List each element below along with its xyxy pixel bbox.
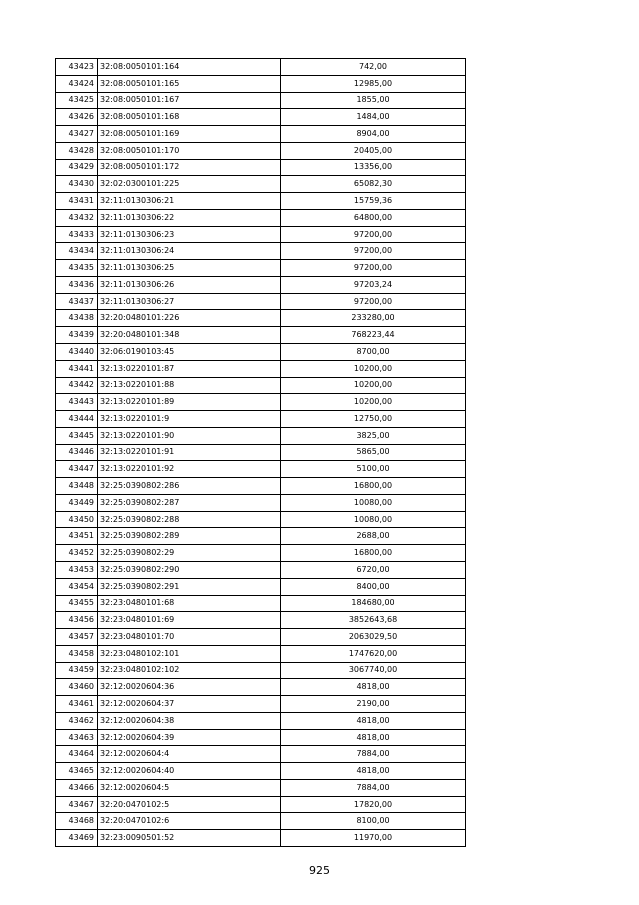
cadastral-number-cell: 32:11:0130306:25	[98, 260, 281, 277]
value-cell: 2688,00	[281, 528, 466, 545]
cadastral-number-cell: 32:11:0130306:22	[98, 209, 281, 226]
value-cell: 65082,30	[281, 176, 466, 193]
table-row	[56, 209, 466, 226]
cadastral-number-cell: 32:12:0020604:37	[98, 696, 281, 713]
table-row	[56, 327, 466, 344]
cadastral-number-cell: 32:12:0020604:38	[98, 712, 281, 729]
table-row	[56, 427, 466, 444]
cadastral-number-cell: 32:13:0220101:90	[98, 427, 281, 444]
table-body	[56, 59, 466, 847]
row-number-cell: 43465	[56, 763, 98, 780]
cadastral-number-cell: 32:11:0130306:24	[98, 243, 281, 260]
value-cell: 97200,00	[281, 293, 466, 310]
row-number-cell: 43438	[56, 310, 98, 327]
value-cell: 1855,00	[281, 92, 466, 109]
value-cell: 233280,00	[281, 310, 466, 327]
cadastral-number-cell: 32:25:0390802:29	[98, 545, 281, 562]
table-row	[56, 763, 466, 780]
value-cell: 16800,00	[281, 478, 466, 495]
row-number-cell: 43453	[56, 561, 98, 578]
row-number-cell: 43467	[56, 796, 98, 813]
row-number-cell: 43454	[56, 578, 98, 595]
cadastral-number-cell: 32:08:0050101:170	[98, 142, 281, 159]
row-number-cell: 43439	[56, 327, 98, 344]
table-row	[56, 746, 466, 763]
value-cell: 4818,00	[281, 729, 466, 746]
cadastral-number-cell: 32:08:0050101:172	[98, 159, 281, 176]
cadastral-number-cell: 32:20:0470102:6	[98, 813, 281, 830]
row-number-cell: 43427	[56, 126, 98, 143]
cadastral-number-cell: 32:25:0390802:287	[98, 494, 281, 511]
table-row	[56, 444, 466, 461]
value-cell: 10200,00	[281, 377, 466, 394]
table-row	[56, 276, 466, 293]
row-number-cell: 43464	[56, 746, 98, 763]
value-cell: 8400,00	[281, 578, 466, 595]
cadastral-number-cell: 32:25:0390802:289	[98, 528, 281, 545]
table-row	[56, 813, 466, 830]
table-row	[56, 92, 466, 109]
value-cell: 3852643,68	[281, 612, 466, 629]
table-row	[56, 344, 466, 361]
row-number-cell: 43447	[56, 461, 98, 478]
table-row	[56, 545, 466, 562]
row-number-cell: 43429	[56, 159, 98, 176]
cadastral-number-cell: 32:23:0480101:69	[98, 612, 281, 629]
value-cell: 97200,00	[281, 243, 466, 260]
row-number-cell: 43462	[56, 712, 98, 729]
table-row	[56, 830, 466, 847]
table-row	[56, 712, 466, 729]
row-number-cell: 43461	[56, 696, 98, 713]
row-number-cell: 43437	[56, 293, 98, 310]
row-number-cell: 43448	[56, 478, 98, 495]
value-cell: 20405,00	[281, 142, 466, 159]
row-number-cell: 43459	[56, 662, 98, 679]
value-cell: 4818,00	[281, 712, 466, 729]
value-cell: 7884,00	[281, 746, 466, 763]
table-row	[56, 679, 466, 696]
cadastral-number-cell: 32:08:0050101:164	[98, 59, 281, 76]
value-cell: 97200,00	[281, 260, 466, 277]
table-row	[56, 528, 466, 545]
value-cell: 2063029,50	[281, 629, 466, 646]
row-number-cell: 43443	[56, 394, 98, 411]
row-number-cell: 43450	[56, 511, 98, 528]
table-row	[56, 159, 466, 176]
row-number-cell: 43460	[56, 679, 98, 696]
table-row	[56, 293, 466, 310]
value-cell: 6720,00	[281, 561, 466, 578]
cadastral-number-cell: 32:08:0050101:169	[98, 126, 281, 143]
table-row	[56, 360, 466, 377]
value-cell: 12985,00	[281, 75, 466, 92]
row-number-cell: 43440	[56, 344, 98, 361]
value-cell: 11970,00	[281, 830, 466, 847]
table-row	[56, 561, 466, 578]
value-cell: 97203,24	[281, 276, 466, 293]
row-number-cell: 43431	[56, 193, 98, 210]
row-number-cell: 43452	[56, 545, 98, 562]
table-row	[56, 796, 466, 813]
row-number-cell: 43432	[56, 209, 98, 226]
table-row	[56, 578, 466, 595]
cadastral-number-cell: 32:11:0130306:26	[98, 276, 281, 293]
row-number-cell: 43446	[56, 444, 98, 461]
table-row	[56, 142, 466, 159]
value-cell: 1747620,00	[281, 645, 466, 662]
table-row	[56, 126, 466, 143]
table-row	[56, 478, 466, 495]
cadastral-number-cell: 32:08:0050101:167	[98, 92, 281, 109]
cadastral-number-cell: 32:12:0020604:4	[98, 746, 281, 763]
value-cell: 10080,00	[281, 494, 466, 511]
row-number-cell: 43449	[56, 494, 98, 511]
cadastral-number-cell: 32:23:0090501:52	[98, 830, 281, 847]
table-row	[56, 612, 466, 629]
value-cell: 64800,00	[281, 209, 466, 226]
cadastral-number-cell: 32:13:0220101:87	[98, 360, 281, 377]
cadastral-number-cell: 32:11:0130306:21	[98, 193, 281, 210]
value-cell: 15759,36	[281, 193, 466, 210]
cadastral-number-cell: 32:23:0480101:68	[98, 595, 281, 612]
row-number-cell: 43455	[56, 595, 98, 612]
row-number-cell: 43428	[56, 142, 98, 159]
table-row	[56, 394, 466, 411]
cadastral-number-cell: 32:11:0130306:23	[98, 226, 281, 243]
row-number-cell: 43434	[56, 243, 98, 260]
cadastral-number-cell: 32:02:0300101:225	[98, 176, 281, 193]
value-cell: 10200,00	[281, 394, 466, 411]
table-row	[56, 662, 466, 679]
row-number-cell: 43442	[56, 377, 98, 394]
row-number-cell: 43451	[56, 528, 98, 545]
value-cell: 17820,00	[281, 796, 466, 813]
value-cell: 5865,00	[281, 444, 466, 461]
value-cell: 8700,00	[281, 344, 466, 361]
value-cell: 13356,00	[281, 159, 466, 176]
table-row	[56, 193, 466, 210]
row-number-cell: 43466	[56, 779, 98, 796]
value-cell: 768223,44	[281, 327, 466, 344]
value-cell: 4818,00	[281, 679, 466, 696]
row-number-cell: 43426	[56, 109, 98, 126]
table-row	[56, 779, 466, 796]
row-number-cell: 43423	[56, 59, 98, 76]
value-cell: 2190,00	[281, 696, 466, 713]
value-cell: 3067740,00	[281, 662, 466, 679]
cadastral-number-cell: 32:08:0050101:168	[98, 109, 281, 126]
value-cell: 97200,00	[281, 226, 466, 243]
table-row	[56, 511, 466, 528]
row-number-cell: 43469	[56, 830, 98, 847]
table-row	[56, 310, 466, 327]
row-number-cell: 43435	[56, 260, 98, 277]
row-number-cell: 43468	[56, 813, 98, 830]
row-number-cell: 43456	[56, 612, 98, 629]
table-row	[56, 109, 466, 126]
cadastral-number-cell: 32:13:0220101:92	[98, 461, 281, 478]
cadastral-number-cell: 32:25:0390802:288	[98, 511, 281, 528]
cadastral-number-cell: 32:25:0390802:286	[98, 478, 281, 495]
cadastral-number-cell: 32:12:0020604:5	[98, 779, 281, 796]
row-number-cell: 43463	[56, 729, 98, 746]
value-cell: 10080,00	[281, 511, 466, 528]
row-number-cell: 43436	[56, 276, 98, 293]
row-number-cell: 43441	[56, 360, 98, 377]
cadastral-number-cell: 32:25:0390802:290	[98, 561, 281, 578]
cadastral-number-cell: 32:20:0470102:5	[98, 796, 281, 813]
row-number-cell: 43457	[56, 629, 98, 646]
cadastral-number-cell: 32:11:0130306:27	[98, 293, 281, 310]
cadastral-number-cell: 32:25:0390802:291	[98, 578, 281, 595]
cadastral-number-cell: 32:23:0480101:70	[98, 629, 281, 646]
table-row	[56, 243, 466, 260]
value-cell: 8100,00	[281, 813, 466, 830]
table-row	[56, 260, 466, 277]
row-number-cell: 43433	[56, 226, 98, 243]
table-row	[56, 729, 466, 746]
value-cell: 184680,00	[281, 595, 466, 612]
cadastral-number-cell: 32:13:0220101:89	[98, 394, 281, 411]
cadastral-number-cell: 32:13:0220101:91	[98, 444, 281, 461]
cadastral-number-cell: 32:06:0190103:45	[98, 344, 281, 361]
cadastral-number-cell: 32:12:0020604:39	[98, 729, 281, 746]
value-cell: 12750,00	[281, 411, 466, 428]
row-number-cell: 43445	[56, 427, 98, 444]
value-cell: 8904,00	[281, 126, 466, 143]
table-row	[56, 645, 466, 662]
table-row	[56, 59, 466, 76]
cadastral-number-cell: 32:23:0480102:101	[98, 645, 281, 662]
cadastral-number-cell: 32:20:0480101:348	[98, 327, 281, 344]
value-cell: 1484,00	[281, 109, 466, 126]
cadastral-number-cell: 32:12:0020604:36	[98, 679, 281, 696]
value-cell: 5100,00	[281, 461, 466, 478]
value-cell: 4818,00	[281, 763, 466, 780]
row-number-cell: 43425	[56, 92, 98, 109]
table-row	[56, 461, 466, 478]
value-cell: 742,00	[281, 59, 466, 76]
cadastral-number-cell: 32:23:0480102:102	[98, 662, 281, 679]
row-number-cell: 43430	[56, 176, 98, 193]
row-number-cell: 43444	[56, 411, 98, 428]
table-row	[56, 377, 466, 394]
value-cell: 3825,00	[281, 427, 466, 444]
table-row	[56, 696, 466, 713]
cadastral-number-cell: 32:12:0020604:40	[98, 763, 281, 780]
row-number-cell: 43424	[56, 75, 98, 92]
table-row	[56, 595, 466, 612]
cadastral-number-cell: 32:13:0220101:88	[98, 377, 281, 394]
table-row	[56, 226, 466, 243]
page-number: 925	[309, 864, 330, 877]
table-row	[56, 629, 466, 646]
cadastral-number-cell: 32:08:0050101:165	[98, 75, 281, 92]
table-row	[56, 75, 466, 92]
value-cell: 7884,00	[281, 779, 466, 796]
cadastral-number-cell: 32:20:0480101:226	[98, 310, 281, 327]
value-cell: 16800,00	[281, 545, 466, 562]
value-cell: 10200,00	[281, 360, 466, 377]
cadastral-value-table	[55, 58, 466, 847]
row-number-cell: 43458	[56, 645, 98, 662]
table-row	[56, 176, 466, 193]
table-row	[56, 411, 466, 428]
cadastral-number-cell: 32:13:0220101:9	[98, 411, 281, 428]
table-row	[56, 494, 466, 511]
